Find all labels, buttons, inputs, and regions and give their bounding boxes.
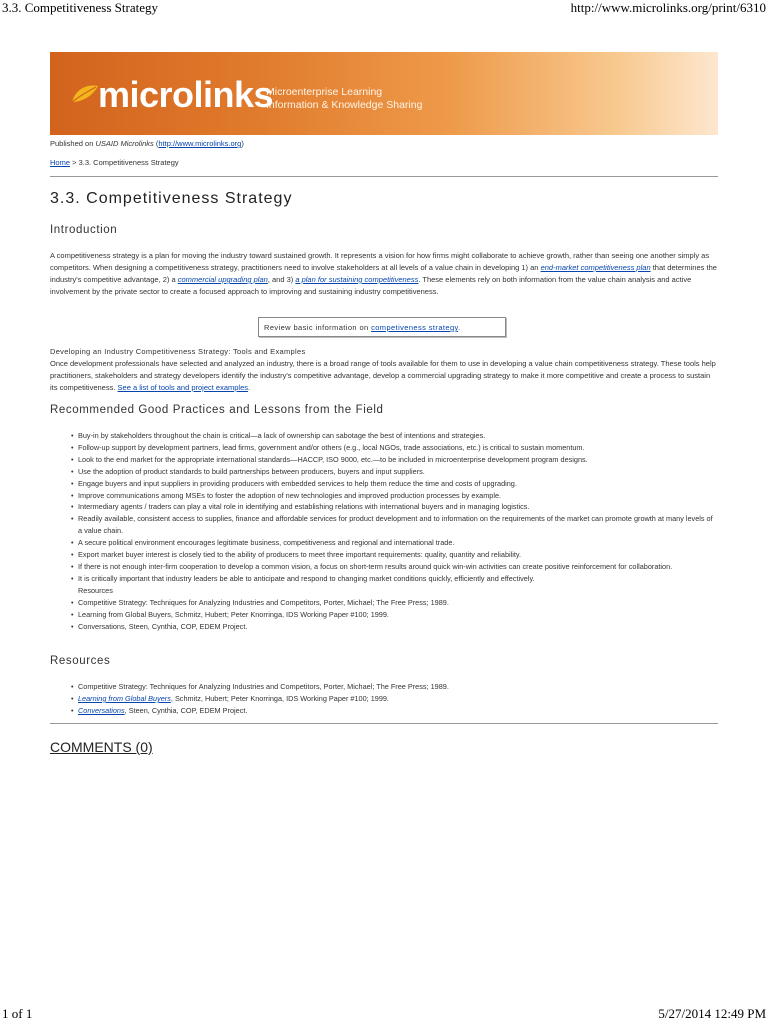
intro-text-2: that determines the industry's competitive advantage, 2) a (50, 263, 717, 284)
published-prefix: Published on (50, 139, 96, 148)
practice-item (71, 490, 718, 502)
bullet-icon: • (71, 502, 74, 512)
bullet-icon: • (71, 597, 74, 607)
practice-item (71, 561, 718, 573)
practice-text: A secure political environment encourages legitimate business, competitiveness and regional and international trade. (78, 538, 455, 548)
print-page-title: 3.3. Competitiveness Strategy (2, 0, 158, 15)
microlinks-home-link[interactable]: http://www.microlinks.org (158, 139, 242, 148)
print-page-count: 1 of 1 (2, 1006, 33, 1021)
conversations-link-text: Conversations (78, 705, 125, 715)
resource-text: Competitive Strategy: Techniques for Analyzing Industries and Competitors, Porter, Michael; The Free Press; 1989. (78, 682, 449, 691)
practice-item (71, 454, 718, 466)
resources-list (71, 681, 718, 717)
practice-item (71, 478, 718, 490)
resources-heading: Resources (50, 655, 111, 667)
practice-item (71, 430, 718, 442)
print-timestamp: 5/27/2014 12:49 PM (658, 1006, 766, 1021)
practice-item (71, 621, 718, 633)
print-page-url: http://www.microlinks.org/print/6310 (570, 0, 766, 15)
practice-text: Engage buyers and input suppliers in providing producers with embedded services to help them reduce the time and costs of upgrading. (78, 478, 517, 488)
bullet-icon: • (71, 538, 74, 548)
intro-text-1: A competitiveness strategy is a plan for moving the industry toward sustained growth. It represents a vision for how firms might collaborate to achieve growth, rather than seeing one another simply as competitors. When designing a competitiveness strategy, practitioners need to involve stakeholders at all levels of a value chain in developing 1) an (50, 251, 710, 272)
practice-item (71, 466, 718, 478)
comments-divider (50, 723, 718, 724)
practice-text: Use the adoption of product standards to build partnerships between producers, buyers and input suppliers. (78, 466, 425, 476)
page-title: 3.3. Competitiveness Strategy (50, 190, 293, 207)
practice-text: Competitive Strategy: Techniques for Analyzing Industries and Competitors, Porter, Michael; The Free Press; 1989. (78, 597, 449, 607)
microlinks-banner (50, 52, 718, 135)
review-callout-end: . (458, 323, 461, 332)
tagline-line-1: Microenterprise Learning (266, 86, 383, 98)
practices-list (71, 430, 718, 632)
practice-text: Learning from Global Buyers, Schmitz, Hubert; Peter Knorringa, IDS Working Paper #100; 1999. (78, 609, 389, 619)
practice-item (71, 513, 718, 537)
learning-global-buyers-link[interactable] (78, 694, 171, 703)
practice-item (71, 609, 718, 621)
breadcrumb (50, 158, 179, 167)
bullet-icon: • (71, 621, 74, 631)
published-open: ( (153, 139, 159, 148)
practice-text: Readily available, consistent access to supplies, finance and affordable services for product development and to information on the requirements of the market can promote growth at many levels of a value chain. (78, 514, 713, 536)
practice-item (71, 597, 718, 609)
learning-global-buyers-link-text: Learning from Global Buyers (78, 693, 171, 703)
practice-text: If there is not enough inter-firm cooperation to develop a common vision, a focus on short-term results around quick win-win activities can create positive reinforcement for collaboration. (78, 561, 673, 571)
practice-text: Resources (78, 585, 113, 595)
practice-text: Conversations, Steen, Cynthia, COP, EDEM Project. (78, 621, 248, 631)
bullet-icon: • (71, 431, 74, 440)
tools-end: . (248, 383, 251, 392)
print-header (0, 0, 768, 16)
resource-item (71, 705, 718, 717)
bullet-icon: • (71, 561, 74, 571)
introduction-heading: Introduction (50, 224, 118, 236)
practice-text: Buy-in by stakeholders throughout the chain is critical—a lack of ownership can sabotage the best of intentions and strategies. (78, 431, 486, 440)
review-callout-text: Review basic information on (264, 323, 372, 332)
competiveness-strategy-link[interactable]: competiveness strategy (371, 323, 459, 332)
bullet-icon: • (71, 693, 74, 703)
breadcrumb-home-link[interactable]: Home (50, 158, 71, 167)
practice-item (78, 585, 718, 597)
bullet-icon: • (71, 705, 74, 715)
tools-subheading: Developing an Industry Competitiveness Strategy: Tools and Examples (50, 347, 306, 356)
banner-tagline (266, 86, 422, 112)
breadcrumb-separator: > (70, 158, 79, 167)
tools-paragraph (50, 358, 718, 394)
tools-text: Once development professionals have selected and analyzed an industry, there is a broad range of tools available for them to use in developing a value chain competitiveness strategy. These tools help practitioners, stakeholders and strategy developers identify the industry's competitive advantage, develop a commercial upgrading strategy to make it more competitive and create a process to sustain its competitiveness. (50, 359, 716, 392)
published-line (50, 139, 244, 148)
header-divider (50, 176, 718, 177)
published-close: ) (241, 139, 244, 148)
end-market-plan-link-text: end-market competitiveness plan (540, 263, 651, 272)
sustaining-competitiveness-link[interactable] (295, 275, 418, 284)
intro-text-4: . These elements rely on both information from the value chain analysis and active involvement by the private sector to create a focused approach to improving and sustaining industry competitiveness. (50, 275, 692, 296)
bullet-icon: • (71, 573, 74, 583)
practices-heading: Recommended Good Practices and Lessons from the Field (50, 404, 384, 416)
bullet-icon: • (71, 550, 74, 560)
resource-text: , Schmitz, Hubert; Peter Knorringa, IDS Working Paper #100; 1999. (170, 693, 389, 703)
resource-item (71, 681, 718, 693)
practice-text: Look to the end market for the appropriate international standards—HACCP, ISO 9000, etc.—to be included in microenterprise development program designs. (78, 454, 588, 464)
introduction-paragraph (50, 250, 718, 298)
commercial-upgrading-plan-link-text: commercial upgrading plan (177, 275, 268, 284)
practice-item (71, 549, 718, 561)
tagline-line-2: Information & Knowledge Sharing (266, 99, 423, 111)
bullet-icon: • (71, 478, 74, 488)
commercial-upgrading-plan-link[interactable] (178, 275, 268, 284)
bullet-icon: • (71, 454, 74, 464)
practice-item (71, 442, 718, 454)
intro-text-3: , and 3) (267, 275, 296, 284)
practice-text: It is critically important that industry leaders be able to anticipate and respond to changing market conditions quickly, efficiently and effectively. (78, 573, 535, 583)
practice-text: Intermediary agents / traders can play a vital role in identifying and establishing relations with international buyers and in managing logistics. (78, 502, 530, 512)
brand-logo-text: microlinks (98, 74, 274, 115)
end-market-plan-link[interactable] (541, 263, 651, 272)
sustaining-competitiveness-link-text: a plan for sustaining competitiveness (295, 275, 419, 284)
published-site: USAID Microlinks (95, 139, 154, 148)
bullet-icon: • (71, 466, 74, 476)
comments-heading-link[interactable]: COMMENTS (0) (50, 739, 153, 755)
practice-item (71, 537, 718, 549)
resource-item (71, 693, 718, 705)
tools-examples-link[interactable]: See a list of tools and project examples (117, 383, 249, 392)
conversations-link[interactable] (78, 706, 125, 715)
bullet-icon: • (71, 609, 74, 619)
resource-text: , Steen, Cynthia, COP, EDEM Project. (124, 705, 248, 715)
practice-item (71, 573, 718, 585)
review-callout-box (258, 317, 506, 337)
bullet-icon: • (71, 442, 74, 452)
practice-item (71, 501, 718, 513)
practice-text: Export market buyer interest is closely tied to the ability of producers to meet three important requirements: quality, quantity and reliability. (78, 550, 522, 560)
bullet-icon: • (71, 514, 74, 524)
breadcrumb-current: 3.3. Competitiveness Strategy (78, 158, 179, 167)
practice-text: Follow-up support by development partners, lead firms, government and/or others (e.g., local NGOs, trade associations, etc.) is critical to sustain momentum. (78, 442, 585, 452)
bullet-icon: • (71, 682, 74, 691)
bullet-icon: • (71, 490, 74, 500)
print-footer (0, 1006, 768, 1024)
practice-text: Improve communications among MSEs to foster the adoption of new technologies and improved production processes by example. (78, 490, 502, 500)
